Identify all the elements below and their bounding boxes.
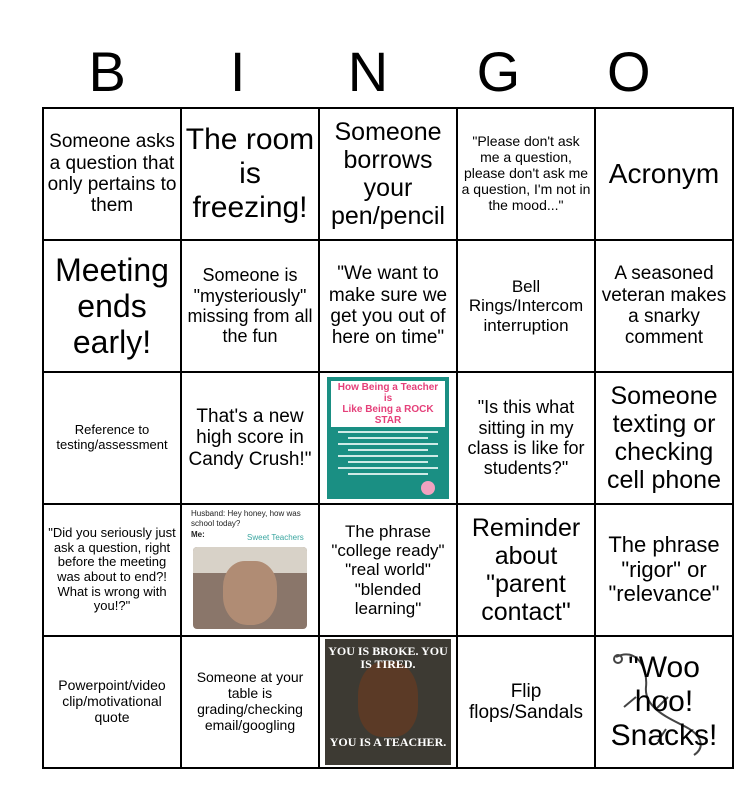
poster-text-line bbox=[348, 461, 428, 463]
bingo-cell-r5c3[interactable] bbox=[319, 636, 457, 768]
bingo-row bbox=[43, 372, 733, 504]
poster-text-line bbox=[348, 437, 428, 439]
meme-watermark: Sweet Teachers bbox=[247, 533, 304, 542]
husband-meme-image bbox=[187, 507, 313, 633]
poster-text-line bbox=[338, 467, 438, 469]
bingo-cell-r1c2[interactable]: The room is freezing! bbox=[181, 108, 319, 240]
bingo-cell-r2c2[interactable]: Someone is "mysteriously" missing from all the fun bbox=[181, 240, 319, 372]
bingo-cell-r4c4[interactable]: Reminder about "parent contact" bbox=[457, 504, 595, 636]
header-letter-b: B bbox=[88, 40, 126, 103]
header-letter-n: N bbox=[347, 40, 389, 103]
poster-text-line bbox=[338, 443, 438, 445]
bingo-cell-r1c4[interactable]: "Please don't ask me a question, please don't ask me a question, I'm not in the mood..." bbox=[457, 108, 595, 240]
bingo-card bbox=[42, 107, 734, 769]
poster-text-line bbox=[338, 431, 438, 433]
bingo-cell-r4c2[interactable] bbox=[181, 504, 319, 636]
poster-title bbox=[331, 381, 445, 427]
bingo-cell-r5c2[interactable]: Someone at your table is grading/checking email/googling bbox=[181, 636, 319, 768]
poster-text-line bbox=[348, 449, 428, 451]
bingo-row bbox=[43, 636, 733, 768]
poster-title-line2: Like Being a ROCK STAR bbox=[342, 404, 434, 426]
broke-tired-teacher-meme-image bbox=[325, 639, 451, 765]
bingo-cell-r4c5[interactable]: The phrase "rigor" or "relevance" bbox=[595, 504, 733, 636]
header-letter-o: O bbox=[607, 40, 651, 103]
rock-star-poster-image bbox=[327, 377, 449, 499]
bingo-cell-r1c3[interactable]: Someone borrows your pen/pencil bbox=[319, 108, 457, 240]
meme-top-text: YOU IS BROKE. YOU IS TIRED. bbox=[328, 644, 448, 672]
bingo-cell-r5c1[interactable]: Powerpoint/video clip/motivational quote bbox=[43, 636, 181, 768]
bingo-cell-r5c5[interactable] bbox=[595, 636, 733, 768]
meme-photo bbox=[193, 547, 307, 629]
bingo-cell-r4c1[interactable]: "Did you seriously just ask a question, right before the meeting was about to end?! What is wrong with you!?" bbox=[43, 504, 181, 636]
bingo-cell-r3c4[interactable]: "Is this what sitting in my class is like for students?" bbox=[457, 372, 595, 504]
bingo-cell-r2c3[interactable]: "We want to make sure we get you out of here on time" bbox=[319, 240, 457, 372]
bingo-cell-r4c3[interactable]: The phrase "college ready" "real world" "blended learning" bbox=[319, 504, 457, 636]
bingo-row bbox=[43, 108, 733, 240]
meme-caption: Husband: Hey honey, how was school today? bbox=[191, 509, 301, 528]
bingo-header bbox=[42, 40, 694, 104]
bingo-cell-r1c1[interactable]: Someone asks a question that only pertains to them bbox=[43, 108, 181, 240]
header-letter-i: I bbox=[229, 40, 246, 103]
bingo-cell-r2c4[interactable]: Bell Rings/Intercom interruption bbox=[457, 240, 595, 372]
header-letter-g: G bbox=[476, 40, 521, 103]
meme-photo-face bbox=[223, 561, 277, 625]
bingo-cell-r2c1[interactable]: Meeting ends early! bbox=[43, 240, 181, 372]
bingo-cell-r5c4[interactable]: Flip flops/Sandals bbox=[457, 636, 595, 768]
bingo-cell-r3c2[interactable]: That's a new high score in Candy Crush!" bbox=[181, 372, 319, 504]
meme-me-label: Me: bbox=[191, 530, 205, 540]
poster-logo-icon bbox=[421, 481, 435, 495]
bingo-cell-r3c5[interactable]: Someone texting or checking cell phone bbox=[595, 372, 733, 504]
bingo-cell-r3c3[interactable] bbox=[319, 372, 457, 504]
free-space-label: "Woo hoo! Snacks! bbox=[610, 651, 718, 752]
meme-bottom-text: YOU IS A TEACHER. bbox=[329, 734, 447, 749]
bingo-row bbox=[43, 240, 733, 372]
poster-text-line bbox=[348, 473, 428, 475]
bingo-cell-r2c5[interactable]: A seasoned veteran makes a snarky comment bbox=[595, 240, 733, 372]
bingo-row bbox=[43, 504, 733, 636]
bingo-cell-r3c1[interactable]: Reference to testing/assessment bbox=[43, 372, 181, 504]
poster-title-line1: How Being a Teacher is bbox=[337, 382, 439, 404]
bingo-cell-r1c5[interactable]: Acronym bbox=[595, 108, 733, 240]
meme-photo-face bbox=[358, 661, 418, 737]
poster-text-line bbox=[338, 455, 438, 457]
